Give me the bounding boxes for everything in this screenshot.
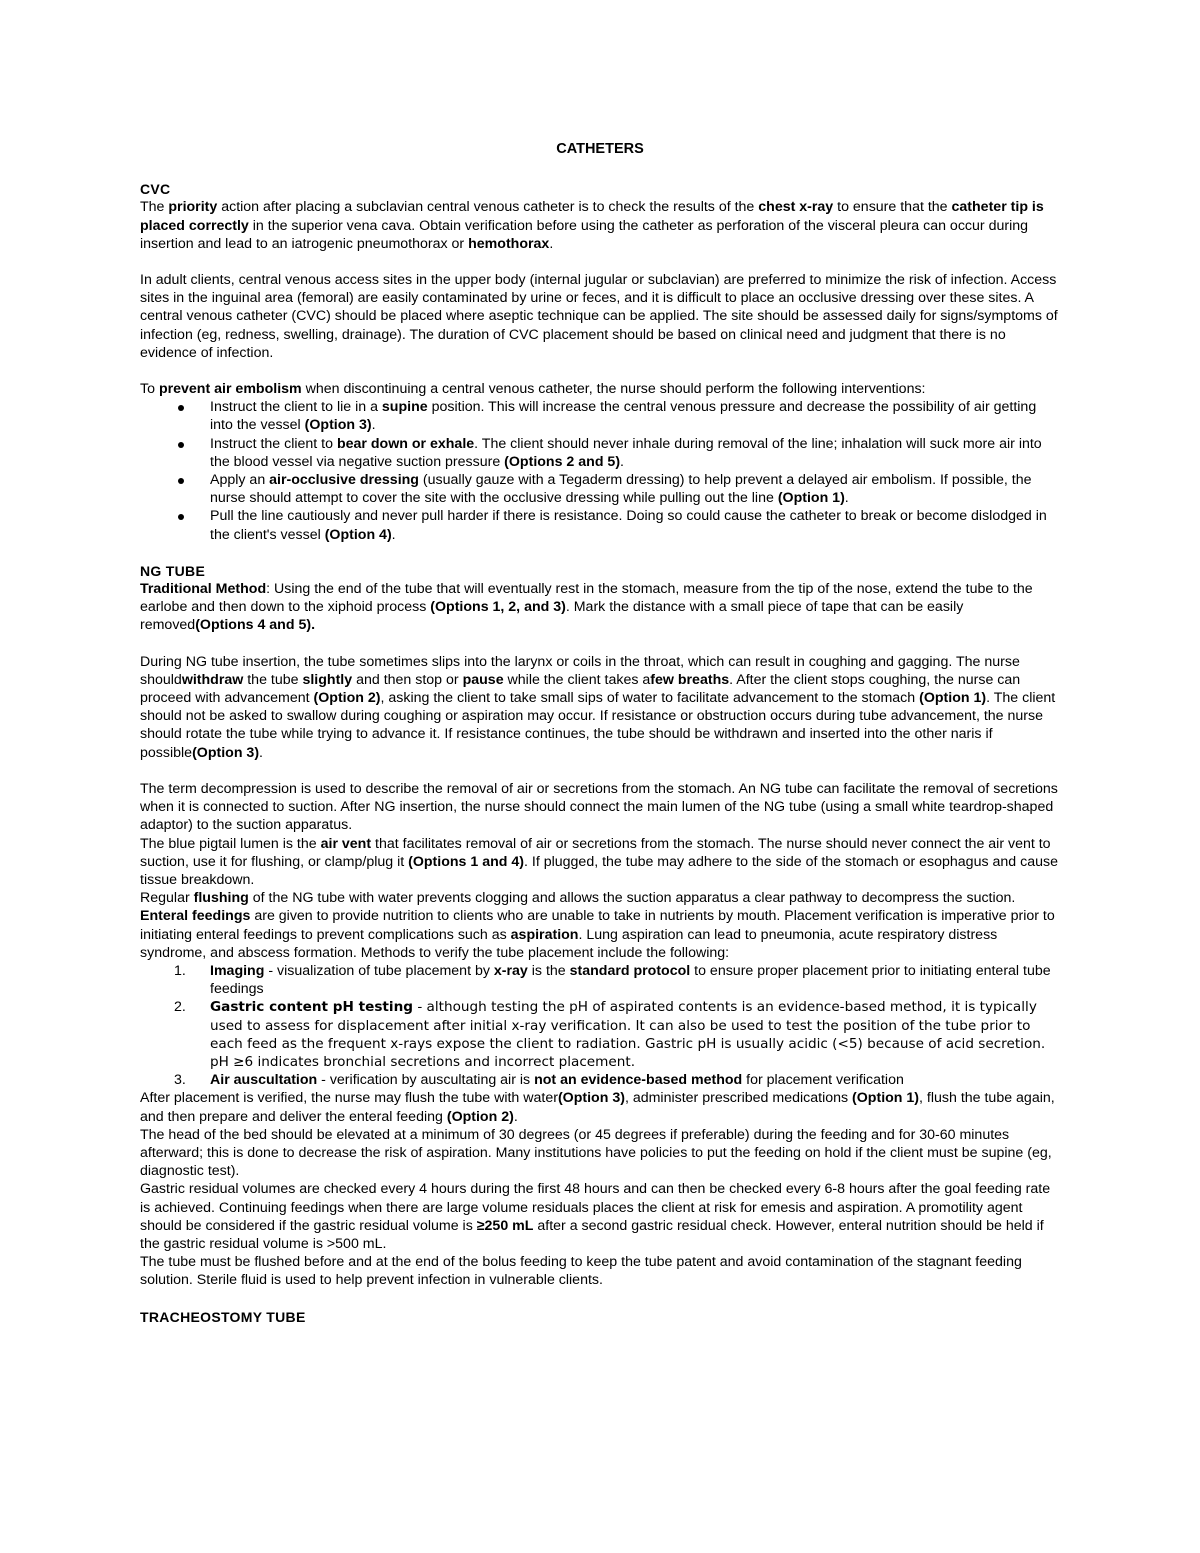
bold-text: Enteral feedings xyxy=(140,908,251,925)
bold-text: (Option 4) xyxy=(324,526,392,543)
bold-text: (Option 1) xyxy=(777,490,845,507)
text-run: the tube xyxy=(243,671,303,688)
list-item xyxy=(210,435,1060,471)
bold-text: catheter tip is placed correctly xyxy=(140,199,1044,234)
text-run: . Mark the distance with a small piece of tape that can be easily removed xyxy=(140,599,964,634)
text-run: Gastric residual volumes are checked every 4 hours during the first 48 hours and can then be checked every 6-8 hours after the goal feeding rate is achieved. Continuing feedings when there are large volume residuals places the client at risk for emesis and aspiration. A promotility agent should be considered if the gastric residual volume is xyxy=(140,1181,1051,1234)
bold-text: aspiration xyxy=(510,926,579,943)
text-run: for placement verification xyxy=(742,1072,904,1089)
text-run: action after placing a subclavian central venous catheter is to check the results of the xyxy=(217,199,759,216)
document-page xyxy=(140,140,1060,1326)
list-number: 2. xyxy=(174,999,186,1016)
text-run: Apply an xyxy=(210,472,270,489)
section-heading-cvc: CVC xyxy=(140,181,171,198)
text-run: Regular xyxy=(140,890,194,907)
text-run: , asking the client to take small sips of water to facilitate advancement to the stomach xyxy=(380,690,920,707)
bold-text: slightly xyxy=(302,671,353,688)
ng-paragraph-head-of-bed: The head of the bed should be elevated at a minimum of 30 degrees (or 45 degrees if preferable) during the feeding and for 30-60 minutes afterward; this is done to decrease the risk of aspiration. Many institutions have policies to put the feeding on hold if the client must be supine (eg, diagnostic test). xyxy=(140,1126,1052,1180)
text-run: . If plugged, the tube may adhere to the side of the stomach or esophagus and cause tissue breakdown. xyxy=(140,853,1058,888)
text-run: , administer prescribed medications xyxy=(624,1090,853,1107)
bold-text: standard protocol xyxy=(569,962,691,979)
ng-paragraph-insertion xyxy=(140,653,1060,762)
section-heading-tracheostomy-tube: TRACHEOSTOMY TUBE xyxy=(140,1308,306,1325)
bold-text: (Option 3) xyxy=(304,417,372,434)
text-run: of the NG tube with water prevents clogging and allows the suction apparatus a clear pathway to decompress the suction. xyxy=(248,890,1016,907)
text-run: During NG tube insertion, the tube sometimes slips into the larynx or coils in the throat, which can result in coughing and gagging. The nurse should xyxy=(140,653,1020,688)
cvc-interventions-list xyxy=(140,398,1060,544)
text-run: . xyxy=(844,490,849,507)
ng-paragraph-traditional-method xyxy=(140,580,1060,635)
section-heading-ng-tube: NG TUBE xyxy=(140,562,206,579)
bold-text: withdraw xyxy=(181,671,244,688)
cvc-paragraph-priority xyxy=(140,198,1060,253)
list-number: 3. xyxy=(174,1072,186,1089)
bold-text: not an evidence-based method xyxy=(534,1072,743,1089)
bold-text: flushing xyxy=(193,890,249,907)
cvc-paragraph-access-sites: In adult clients, central venous access sites in the upper body (internal jugular or subclavian) are preferred to minimize the risk of infection. Access sites in the inguinal area (femoral) are easily contaminated by urine or feces, and it is difficult to place an occlusive dressing over these sites. A central venous catheter (CVC) should be placed where aseptic technique can be applied. The site should be assessed daily for signs/symptoms of infection (eg, redness, swelling, drainage). The duration of CVC placement should be based on clinical need and judgment that there is no evidence of infection. xyxy=(140,272,1058,361)
bold-text: prevent air embolism xyxy=(158,381,302,398)
bold-text: ≥250 mL xyxy=(476,1217,534,1234)
ng-paragraph-flushing xyxy=(140,889,1060,907)
bold-text: (Options 1, 2, and 3) xyxy=(430,599,566,616)
bold-text: chest x-ray xyxy=(758,199,834,216)
list-item-text xyxy=(210,1072,904,1088)
text-run: . xyxy=(391,526,396,543)
ng-paragraph-enteral-feedings xyxy=(140,907,1060,962)
bold-text: bear down or exhale xyxy=(336,435,475,452)
bold-text: Imaging xyxy=(210,962,265,979)
list-item xyxy=(210,471,1060,507)
text-run: . xyxy=(549,235,554,252)
text-run: . xyxy=(371,417,376,434)
text-run: . xyxy=(513,1108,518,1125)
bold-text: Gastric content pH testing xyxy=(210,999,413,1016)
list-item-text xyxy=(210,999,1045,1070)
text-run: . The client should not be asked to swallow during coughing or aspiration may occur. If resistance or obstruction occurs during tube advancement, the nurse should rotate the tube while trying to advance it. If resistance continues, the tube should be withdrawn and inserted into the other naris if possible xyxy=(140,690,1056,761)
text-run: , flush the tube again, and then prepare and deliver the enteral feeding xyxy=(140,1090,1055,1125)
bold-text: x-ray xyxy=(493,962,528,979)
text-run: . xyxy=(259,744,263,761)
bold-text: (Options 2 and 5) xyxy=(504,453,621,470)
bold-text: (Options 4 and 5). xyxy=(195,617,316,634)
bold-text: (Option 1) xyxy=(919,690,987,707)
bold-text: air vent xyxy=(320,835,372,852)
text-run: Instruct the client to xyxy=(210,435,337,452)
placement-methods-list xyxy=(140,962,1060,1089)
bold-text: (Option 3) xyxy=(192,744,260,761)
text-run: . Lung aspiration can lead to pneumonia, acute respiratory distress syndrome, and abscess formation. Methods to verify the tube placement include the following: xyxy=(140,926,998,961)
text-run: Instruct the client to lie in a xyxy=(210,399,382,416)
bold-text: hemothorax xyxy=(468,235,550,252)
bold-text: air-occlusive dressing xyxy=(269,472,419,489)
text-run: The blue pigtail lumen is the xyxy=(140,835,321,852)
text-run: To xyxy=(140,381,159,398)
page-title: CATHETERS xyxy=(556,141,644,157)
list-item-text xyxy=(210,963,1051,997)
bold-text: priority xyxy=(168,199,218,216)
bold-text: Air auscultation xyxy=(210,1072,318,1089)
ng-paragraph-air-vent xyxy=(140,835,1060,890)
text-run: : Using the end of the tube that will eventually rest in the stomach, measure from the tip of the nose, extend the tube to the earlobe and then down to the xiphoid process xyxy=(140,581,1033,616)
bold-text: supine xyxy=(381,399,428,416)
bold-text: (Option 2) xyxy=(313,690,381,707)
bold-text: few breaths xyxy=(650,671,730,688)
text-run: while the client takes a xyxy=(503,671,651,688)
cvc-paragraph-air-embolism xyxy=(140,380,1060,398)
list-item xyxy=(174,962,1060,998)
text-run: position. This will increase the central venous pressure and decrease the possibility of air getting into the vessel xyxy=(210,399,1037,434)
text-run: . xyxy=(620,453,624,470)
text-run: - visualization of tube placement by xyxy=(264,962,494,979)
bold-text: Traditional Method xyxy=(140,581,267,598)
bold-text: (Option 1) xyxy=(852,1090,920,1107)
text-run: after a second gastric residual check. However, enteral nutrition should be held if the gastric residual volume is >500 mL. xyxy=(140,1217,1044,1252)
text-run: . The client should never inhale during removal of the line; inhalation will suck more air into the blood vessel via negative suction pressure xyxy=(210,435,1042,470)
text-run: The xyxy=(140,199,169,216)
list-item xyxy=(174,1071,1060,1089)
bold-text: (Option 2) xyxy=(446,1108,514,1125)
text-run: in the superior vena cava. Obtain verification before using the catheter as perforation of the visceral pleura can occur during insertion and lead to an iatrogenic pneumothorax or xyxy=(140,217,1029,252)
ng-paragraph-residual-volumes xyxy=(140,1180,1060,1253)
ng-paragraph-after-placement xyxy=(140,1089,1060,1125)
text-run: when discontinuing a central venous catheter, the nurse should perform the following interventions: xyxy=(301,381,926,398)
text-run: After placement is verified, the nurse may flush the tube with water xyxy=(140,1090,558,1107)
ng-paragraph-decompression: The term decompression is used to describe the removal of air or secretions from the stomach. An NG tube can facilitate the removal of secretions when it is connected to suction. After NG insertion, the nurse should connect the main lumen of the NG tube (using a small white teardrop-shaped adaptor) to the suction apparatus. xyxy=(140,780,1058,834)
text-run: and then stop or xyxy=(352,671,463,688)
text-run: (usually gauze with a Tegaderm dressing) to help prevent a delayed air embolism. If possible, the nurse should attempt to cover the site with the occlusive dressing while pulling out the line xyxy=(210,472,1032,507)
ng-paragraph-flush-bolus: The tube must be flushed before and at the end of the bolus feeding to keep the tube patent and avoid contamination of the stagnant feeding solution. Sterile fluid is used to help prevent infection in vulnerable clients. xyxy=(140,1254,1022,1289)
bold-text: (Options 1 and 4) xyxy=(408,853,524,870)
text-run: to ensure that the xyxy=(833,199,952,216)
bold-text: pause xyxy=(462,671,504,688)
text-run: . After the client stops coughing, the nurse can proceed with advancement xyxy=(140,671,1021,707)
text-run: - verification by auscultating air is xyxy=(317,1072,535,1089)
list-item xyxy=(210,507,1060,543)
text-run: - although testing the pH of aspirated contents is an evidence-based method, it is typically used to assess for displacement after initial x-ray verification. It can also be used to test the position of the tube prior to each feed as the frequent x-rays expose the client to radiation. Gastric pH is usually acidic (<5) because of acid secretion. pH ≥6 indicates bronchial secretions and incorrect placement. xyxy=(210,999,1046,1070)
bold-text: (Option 3) xyxy=(557,1090,625,1107)
text-run: Pull the line cautiously and never pull harder if there is resistance. Doing so could cause the catheter to break or become dislodged in the client's vessel xyxy=(210,508,1047,543)
text-run: to ensure proper placement prior to initiating enteral tube feedings xyxy=(210,962,1051,998)
text-run: that facilitates removal of air or secretions from the stomach. The nurse should never connect the air vent to suction, use it for flushing, or clamp/plug it xyxy=(140,835,1051,870)
list-item xyxy=(210,398,1060,434)
list-number: 1. xyxy=(174,962,186,979)
text-run: is the xyxy=(527,962,570,979)
list-item xyxy=(174,998,1060,1071)
text-run: are given to provide nutrition to clients who are unable to take in nutrients by mouth. Placement verification is imperative prior to initiating enteral feedings to prevent complications such as xyxy=(140,908,1055,943)
